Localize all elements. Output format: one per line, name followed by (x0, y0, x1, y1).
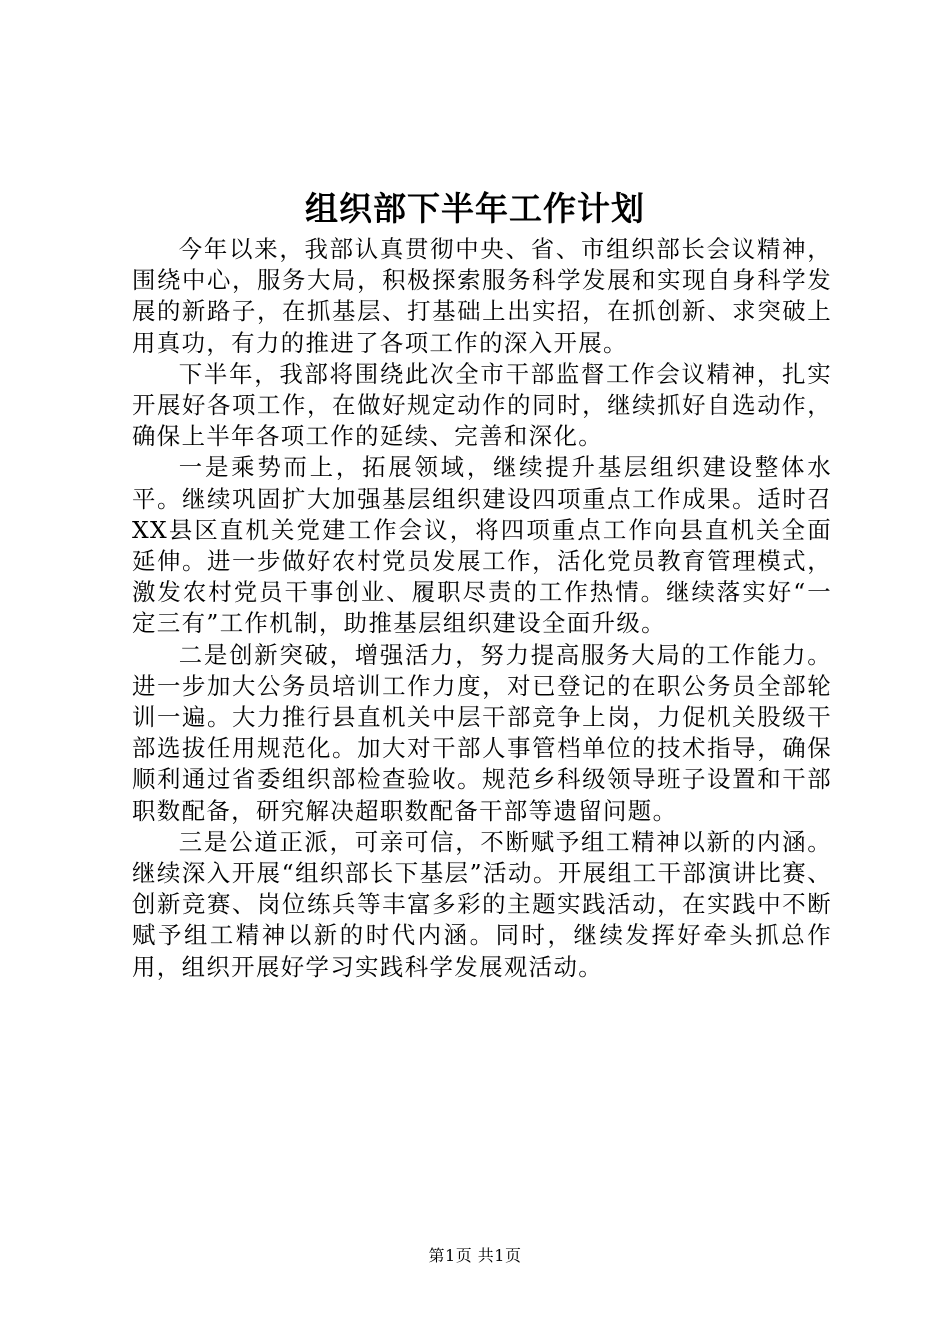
page-number-footer: 第1页 共1页 (428, 1246, 522, 1265)
paragraph-point-two: 二是创新突破，增强活力，努力提高服务大局的工作能力。进一步加大公务员培训工作力度，对已登记的在职公务员全部轮训一遍。大力推行县直机关中层干部竞争上岗，力促机关股级干部选拔任用规范化。加大对干部人事管档单位的技术指导，确保顺利通过省委组织部检查验收。规范乡科级领导班子设置和干部职数配备，研究解决超职数配备干部等遗留问题。 (132, 640, 832, 825)
paragraph-point-three: 三是公道正派，可亲可信，不断赋予组工精神以新的内涵。继续深入开展“组织部长下基层”活动。开展组工干部演讲比赛、创新竞赛、岗位练兵等丰富多彩的主题实践活动，在实践中不断赋予组工精神以新的时代内涵。同时，继续发挥好牵头抓总作用，组织开展好学习实践科学发展观活动。 (132, 827, 832, 981)
paragraph-intro: 今年以来，我部认真贯彻中央、省、市组织部长会议精神，围绕中心，服务大局，积极探索服务科学发展和实现自身科学发展的新路子，在抓基层、打基础上出实招，在抓创新、求突破上用真功，有力的推进了各项工作的深入开展。 (132, 235, 832, 357)
paragraph-point-one: 一是乘势而上，拓展领域，继续提升基层组织建设整体水平。继续巩固扩大加强基层组织建设四项重点工作成果。适时召XX县区直机关党建工作会议，将四项重点工作向县直机关全面延伸。进一步做好农村党员发展工作，活化党员教育管理模式，激发农村党员干事创业、履职尽责的工作热情。继续落实好“一定三有”工作机制，助推基层组织建设全面升级。 (132, 453, 832, 638)
document-title: 组织部下半年工作计划 (305, 189, 645, 228)
paragraph-second-half-plan: 下半年，我部将围绕此次全市干部监督工作会议精神，扎实开展好各项工作，在做好规定动作的同时，继续抓好自选动作，确保上半年各项工作的延续、完善和深化。 (132, 359, 832, 451)
document-body (132, 234, 832, 983)
